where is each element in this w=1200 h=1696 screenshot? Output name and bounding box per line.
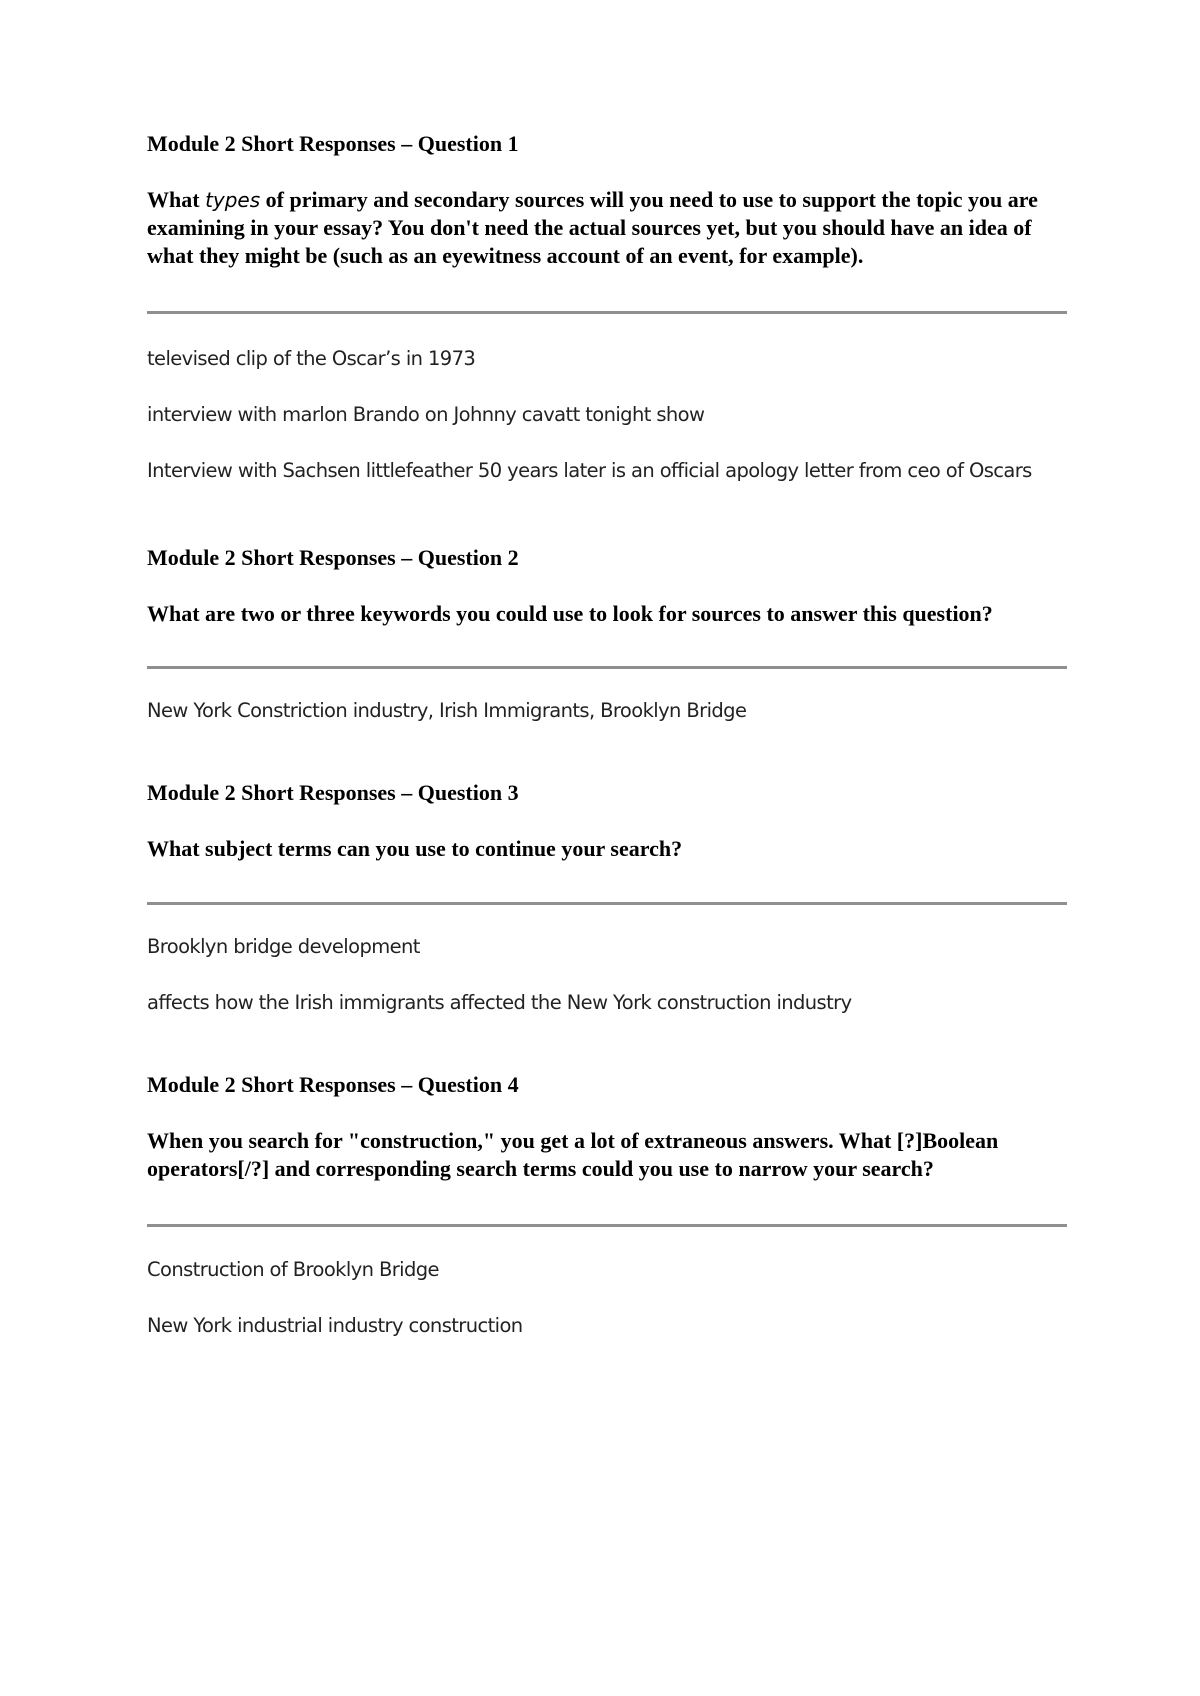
answer-text: Brooklyn bridge development	[147, 935, 420, 958]
question-4-prompt: When you search for "construction," you get a lot of extraneous answers. What [?]Boolean operators[/?] and corresponding search terms could you use to narrow your search?	[147, 1128, 999, 1181]
question-1-heading: Module 2 Short Responses – Question 1	[147, 131, 519, 156]
question-2-divider	[147, 666, 1067, 669]
answer-text: Construction of Brooklyn Bridge	[147, 1258, 439, 1281]
section-question-1	[147, 130, 1067, 485]
question-3-divider	[147, 902, 1067, 905]
question-2-prompt: What are two or three keywords you could use to look for sources to answer this question?	[147, 601, 993, 626]
answer-text: televised clip of the Oscar’s in 1973	[147, 347, 476, 370]
section-question-2	[147, 544, 1067, 725]
question-1-prompt-end: of primary and secondary sources will you need to use to support the topic you are examining in your essay? You don't need the actual sources yet, but you should have an idea of what they might be (such as an eyewitness account of an event, for example).	[147, 187, 1038, 268]
question-3-answers	[147, 933, 1067, 1017]
question-4-divider	[147, 1224, 1067, 1227]
question-1-prompt	[147, 186, 1067, 270]
question-1-answers	[147, 345, 1067, 485]
question-1-divider	[147, 311, 1067, 314]
section-question-3	[147, 779, 1067, 1017]
answer-text: New York industrial industry construction	[147, 1314, 523, 1337]
question-4-answers	[147, 1256, 1067, 1340]
question-2-heading: Module 2 Short Responses – Question 2	[147, 545, 519, 570]
answer-text: affects how the Irish immigrants affected the New York construction industry	[147, 991, 852, 1014]
question-2-answers	[147, 697, 1067, 725]
question-4-heading: Module 2 Short Responses – Question 4	[147, 1072, 519, 1097]
question-1-prompt-start: What	[147, 187, 206, 212]
answer-text: interview with marlon Brando on Johnny cavatt tonight show	[147, 403, 705, 426]
answer-text: New York Constriction industry, Irish Immigrants, Brooklyn Bridge	[147, 699, 747, 722]
answer-text: Interview with Sachsen littlefeather 50 years later is an official apology letter from ceo of Oscars	[147, 459, 1032, 482]
document-page	[147, 130, 1067, 1368]
question-3-heading: Module 2 Short Responses – Question 3	[147, 780, 519, 805]
section-question-4	[147, 1071, 1067, 1340]
question-3-prompt: What subject terms can you use to continue your search?	[147, 836, 683, 861]
question-1-prompt-italic: types	[205, 188, 261, 212]
